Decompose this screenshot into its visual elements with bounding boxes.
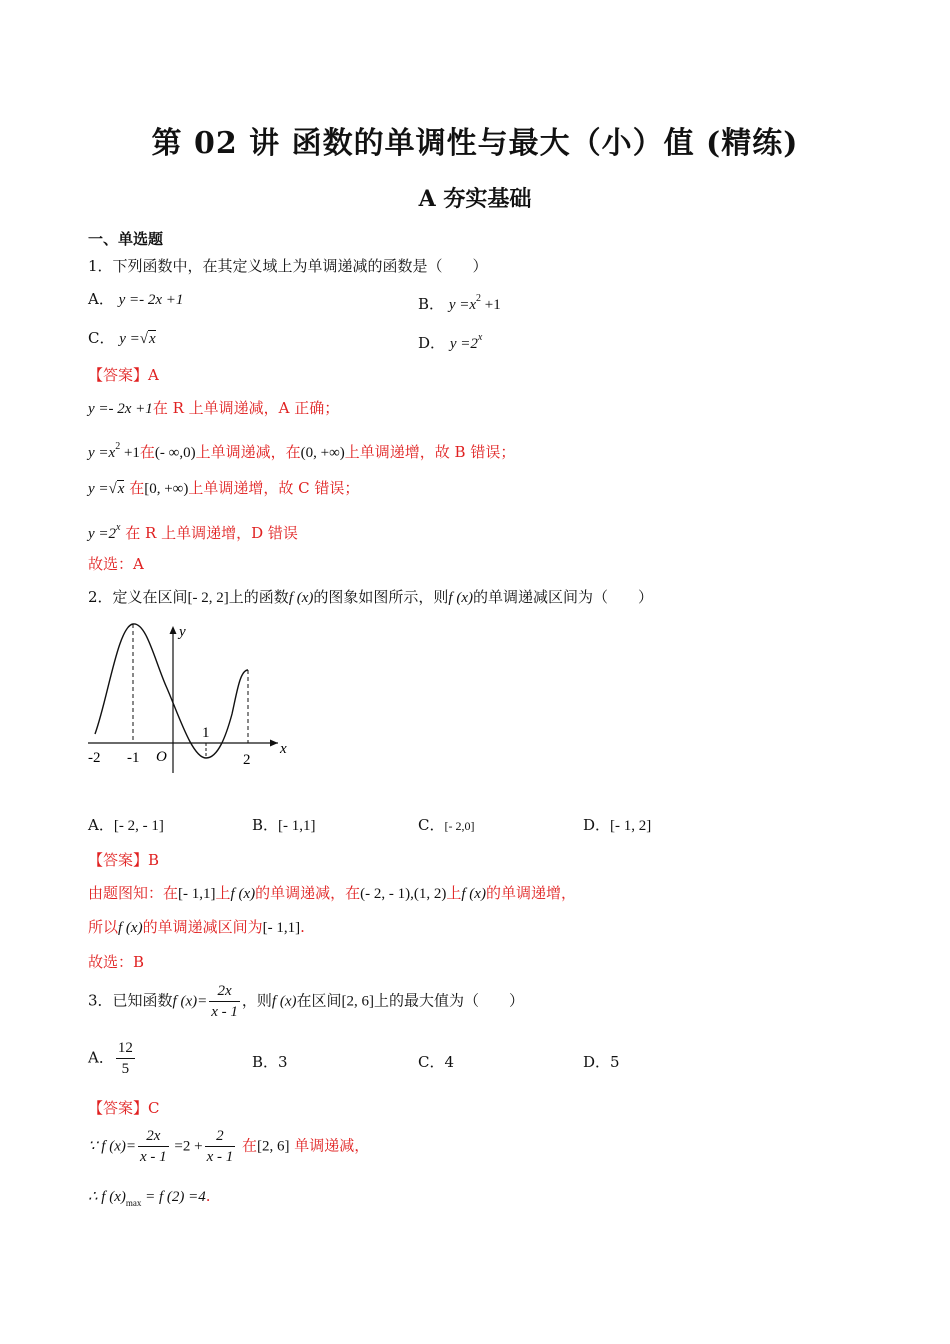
q3-sol1-den1: x - 1 [139,1149,167,1165]
q2-answer: 【答案】B [88,851,160,869]
q1-sol2-base: y =x [88,445,116,461]
q2-option-b-label: B． [252,816,279,834]
q1-sol3-t1: 在 [124,479,145,497]
q1-choose: 故选：A [88,555,144,573]
q1-option-a-expr: y =- 2x +1 [118,292,184,308]
q1-option-c: C． y =√x [88,329,156,347]
q3-sol1-num2: 2 [205,1126,236,1147]
y-axis-arrow-icon [170,626,177,634]
q2-option-c-value: [- 2,0] [444,819,475,833]
q2-sol2-t2: 的单调递减区间为 [142,918,263,936]
page-title: 第 02 讲 函数的单调性与最大（小）值 (精练) [151,126,799,161]
q2-stem-f: f (x) [288,590,314,606]
q3-stem-fraction [209,981,240,1022]
q3-solution-line-2 [88,1186,211,1213]
q3-stem-denominator: x - 1 [211,1004,238,1020]
q2-sol1-t1: 由题图知：在 [88,884,179,902]
q3-stem-f: f (x)= [172,993,208,1010]
q3-sol1-num1: 2x [138,1126,169,1147]
q1-sol4-base: y =2 [88,526,117,542]
q1-option-c-label: C． [88,329,115,347]
q1-sol3-t2: 上单调递增，故 C 错误； [188,479,360,497]
q2-solution-line-2 [88,917,305,938]
q3-sol2-rest: = f (2) =4 [141,1189,206,1205]
q2-sol1-f2: f (x) [461,886,486,902]
q1-stem: 1．下列函数中，在其定义域上为单调递减的函数是（ ） [88,257,488,275]
q2-option-b-value: [- 1,1] [278,818,316,834]
q2-stem-3: 的图象如图所示，则 [313,588,449,606]
x-axis-label: x [280,741,287,757]
q2-stem-2: 上的函数 [228,588,289,606]
q1-solution-line-1 [88,398,339,419]
q3-stem-f2: f (x) [271,993,297,1010]
q3-stem-2: ，则 [241,991,272,1010]
q3-stem-3: 在区间 [296,991,342,1010]
q2-sol1-t5: 的单调递增， [485,884,576,902]
q3-option-a [88,1038,137,1079]
q2-option-d-value: [- 1, 2] [610,818,652,834]
q3-stem-interval: [2, 6] [341,993,374,1010]
q3-sol1-mid: =2 + [170,1138,203,1155]
q2-option-c-label: C． [418,816,445,834]
origin-label: O [156,749,167,765]
q1-solution-line-2 [88,437,515,463]
q3-stem-numerator: 2x [209,981,240,1002]
q3-solution-line-1 [88,1126,369,1167]
q2-stem-4: 的单调递减区间为（ ） [472,588,653,606]
q2-stem-f2: f (x) [448,590,473,606]
tick-label-minus-2: -2 [88,750,101,766]
q1-option-c-radicand: x [149,331,156,347]
q1-answer: 【答案】A [88,366,159,384]
q1-option-b-label: B． [418,295,445,313]
q2-option-c [418,815,474,836]
q1-sol1-text: 在 R 上单调递减，A 正确； [152,399,340,417]
q1-sol2-int2: (0, +∞) [300,445,345,461]
q3-option-a-denominator: 5 [121,1061,130,1077]
q3-sol2-pre: ∴ f (x) [88,1189,126,1205]
q2-choose: 故选：B [88,953,145,971]
q2-option-a-label: A． [88,816,114,834]
q3-option-a-fraction [116,1038,135,1079]
q1-sol2-t3: 上单调递增，故 B 错误； [344,443,516,461]
q2-stem-1: 2．定义在区间 [88,588,188,606]
q3-sol1-fraction-1 [138,1126,169,1167]
q1-option-b-base: y =x [448,297,476,313]
q3-answer: 【答案】C [88,1099,160,1117]
q1-option-b [418,289,501,315]
q2-option-a [88,815,164,836]
q3-sol1-fraction-2 [205,1126,236,1167]
q2-sol1-int2: (- 2, - 1),(1, 2) [360,886,447,902]
section-subtitle: A 夯实基础 [418,186,532,212]
q1-sol2-t2: 上单调递减，在 [195,443,301,461]
q1-sol2-int1: (- ∞,0) [154,445,196,461]
x-axis-arrow-icon [270,740,278,747]
q2-sol1-f1: f (x) [230,886,256,902]
q2-option-b [252,815,316,836]
q1-option-b-exp: 2 [476,293,481,304]
q2-sol1-t2: 上 [215,884,231,902]
q1-sol2-exp: 2 [115,441,121,452]
q1-option-d-exp: x [477,332,483,343]
q2-sol1-t3: 的单调递减，在 [255,884,361,902]
q2-sol2-int: [- 1,1] [262,920,301,936]
q1-option-b-rest: +1 [481,297,501,313]
q1-sol3-radicand: x [117,481,125,497]
y-axis-label: y [179,624,186,640]
q2-option-d-label: D． [583,816,611,834]
q3-option-c: C．4 [418,1053,455,1071]
q1-option-c-pre: y = [119,331,140,347]
q3-stem-4: 上的最大值为（ ） [374,991,525,1010]
q3-sol2-sub: max [125,1198,142,1208]
tick-label-1: 1 [202,725,210,741]
q1-option-a [88,289,183,310]
q2-sol2-t1: 所以 [88,918,119,936]
q3-sol1-interval: [2, 6] [257,1138,290,1155]
q2-stem-interval: [- 2, 2] [187,590,229,606]
q1-option-d-base: y =2 [449,336,478,352]
q2-option-d [583,815,651,836]
question-type-heading: 一、单选题 [88,230,164,248]
function-curve [95,624,248,758]
q1-sol4-exp: x [116,522,121,533]
q3-option-a-label: A． [88,1048,114,1067]
q3-sol1-t1: 在 [237,1136,257,1155]
q1-option-d [418,328,482,354]
q3-option-b: B．3 [252,1053,288,1071]
q1-sol1-expr: y =- 2x +1 [88,401,153,417]
q1-sol3-int: [0, +∞) [144,481,189,497]
q1-solution-line-4 [88,518,298,544]
q3-stem-1: 3．已知函数 [88,991,173,1010]
q2-sol1-t4: 上 [446,884,462,902]
q3-sol1-den2: x - 1 [206,1149,234,1165]
q1-sol4-text: 在 R 上单调递增，D 错误 [120,524,298,542]
q3-option-d: D．5 [583,1053,620,1071]
q3-sol1-t2: 单调递减， [289,1136,370,1155]
q2-function-graph [80,618,300,778]
q1-sol2-rest: +1 [120,445,140,461]
q3-stem [88,981,524,1022]
q1-option-d-label: D． [418,334,446,352]
q2-solution-line-1 [88,883,576,904]
q1-solution-line-3: y =√x 在[0, +∞)上单调递增，故 C 错误； [88,479,360,497]
q1-sol3-pre: y = [88,481,109,497]
tick-label-2: 2 [243,752,251,768]
q1-option-a-label: A． [88,290,114,308]
q2-sol2-f: f (x) [118,920,143,936]
q2-stem [88,587,653,608]
q2-option-a-value: [- 2, - 1] [113,818,164,834]
tick-label-minus-1: -1 [127,750,140,766]
q2-sol2-t3: . [300,918,305,936]
q1-sol2-t1: 在 [139,443,155,461]
q3-sol1-pre: ∵ f (x)= [88,1138,136,1155]
q3-option-a-numerator: 12 [116,1038,135,1059]
q3-sol2-dot: . [205,1187,211,1205]
q2-sol1-int1: [- 1,1] [178,886,216,902]
